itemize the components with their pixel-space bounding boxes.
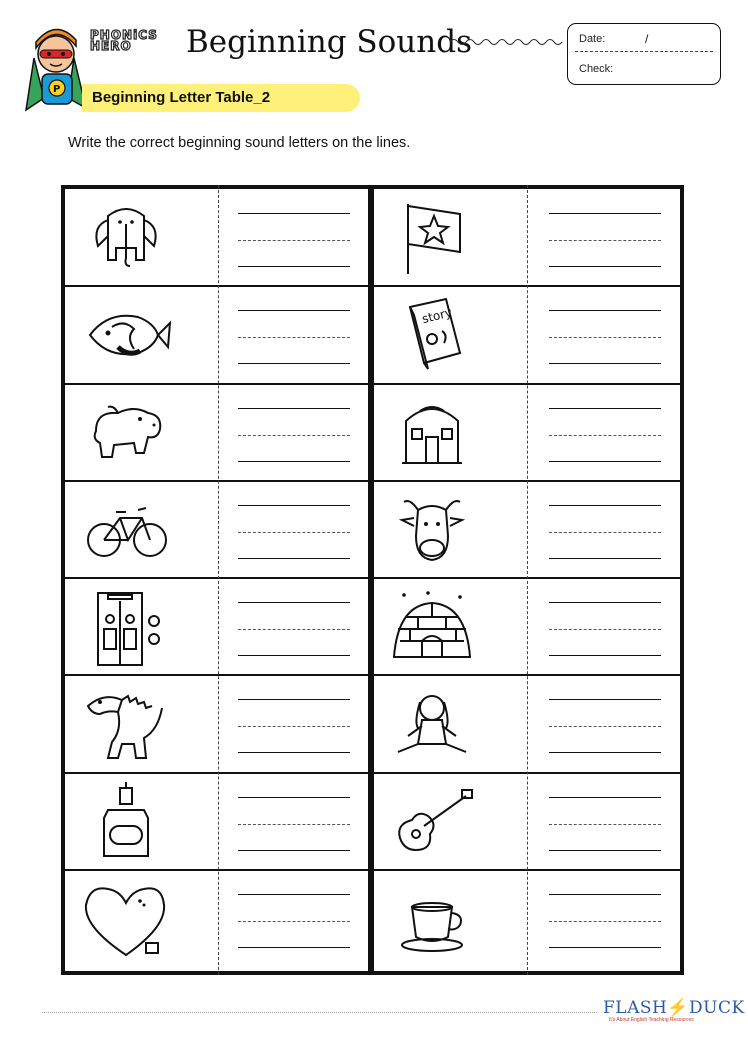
elephant-icon xyxy=(78,196,174,280)
writing-mid-line xyxy=(238,435,350,436)
writing-lines[interactable] xyxy=(238,602,350,658)
writing-mid-line xyxy=(238,337,350,338)
writing-lines[interactable] xyxy=(238,310,350,366)
writing-mid-line xyxy=(238,921,350,922)
cow-icon xyxy=(384,488,480,572)
writing-top-line xyxy=(549,310,661,311)
writing-mid-line xyxy=(238,824,350,825)
writing-lines[interactable] xyxy=(238,408,350,464)
writing-mid-line xyxy=(238,629,350,630)
writing-base-line xyxy=(549,752,661,753)
writing-lines[interactable] xyxy=(549,602,661,658)
writing-top-line xyxy=(238,213,350,214)
writing-mid-line xyxy=(549,921,661,922)
table-center-divider xyxy=(368,185,374,975)
writing-base-line xyxy=(238,752,350,753)
bicycle-icon xyxy=(78,488,174,572)
row-divider xyxy=(61,480,684,482)
writing-top-line xyxy=(238,505,350,506)
heart-icon xyxy=(78,877,174,961)
check-label: Check: xyxy=(579,63,614,75)
column-dashed-divider xyxy=(527,185,528,975)
writing-top-line xyxy=(549,797,661,798)
writing-lines[interactable] xyxy=(238,797,350,853)
writing-lines[interactable] xyxy=(549,894,661,950)
instruction-text: Write the correct beginning sound letters on the lines. xyxy=(68,135,411,151)
writing-lines[interactable] xyxy=(549,505,661,561)
writing-base-line xyxy=(238,558,350,559)
storybook-icon xyxy=(384,293,480,377)
writing-lines[interactable] xyxy=(549,699,661,755)
row-divider xyxy=(61,772,684,774)
writing-mid-line xyxy=(549,629,661,630)
writing-mid-line xyxy=(549,824,661,825)
flag-icon xyxy=(384,196,480,280)
row-divider xyxy=(61,285,684,287)
writing-base-line xyxy=(549,655,661,656)
column-dashed-divider xyxy=(218,185,219,975)
writing-lines[interactable] xyxy=(549,408,661,464)
doll-icon xyxy=(384,682,480,766)
writing-top-line xyxy=(549,602,661,603)
brand-line-hero: HERO xyxy=(90,39,132,53)
writing-mid-line xyxy=(549,532,661,533)
writing-base-line xyxy=(238,850,350,851)
writing-base-line xyxy=(549,558,661,559)
writing-lines[interactable] xyxy=(549,310,661,366)
writing-base-line xyxy=(549,947,661,948)
writing-mid-line xyxy=(549,337,661,338)
writing-lines[interactable] xyxy=(238,213,350,269)
date-label: Date: xyxy=(579,33,606,45)
writing-base-line xyxy=(549,266,661,267)
writing-top-line xyxy=(549,699,661,700)
row-divider xyxy=(61,577,684,579)
writing-top-line xyxy=(238,310,350,311)
writing-lines[interactable] xyxy=(238,894,350,950)
hippo-icon xyxy=(78,391,174,475)
writing-top-line xyxy=(549,505,661,506)
writing-top-line xyxy=(238,408,350,409)
writing-top-line xyxy=(238,797,350,798)
writing-top-line xyxy=(549,408,661,409)
phonics-hero-mascot-icon xyxy=(24,18,88,114)
writing-base-line xyxy=(549,363,661,364)
wavy-line-decoration xyxy=(450,37,568,47)
writing-base-line xyxy=(549,850,661,851)
writing-mid-line xyxy=(549,240,661,241)
writing-lines[interactable] xyxy=(549,797,661,853)
row-divider xyxy=(61,869,684,871)
writing-mid-line xyxy=(238,532,350,533)
writing-mid-line xyxy=(549,435,661,436)
writing-base-line xyxy=(238,655,350,656)
date-slash: / xyxy=(645,32,649,46)
house-icon xyxy=(384,391,480,475)
svg-text:story: story xyxy=(420,305,454,327)
dinosaur-icon xyxy=(78,682,174,766)
brand-line-phonics: PHONiCS xyxy=(90,28,158,42)
fish-icon xyxy=(78,293,174,377)
writing-base-line xyxy=(549,461,661,462)
date-field-line[interactable] xyxy=(575,51,713,52)
logo-tagline: It's About English Teaching Resources xyxy=(609,1017,694,1023)
writing-lines[interactable] xyxy=(238,699,350,755)
row-divider xyxy=(61,674,684,676)
writing-base-line xyxy=(238,363,350,364)
writing-base-line xyxy=(238,461,350,462)
page-title: Beginning Sounds xyxy=(186,24,472,60)
writing-top-line xyxy=(549,213,661,214)
guitar-icon xyxy=(384,780,480,864)
svg-text:P: P xyxy=(53,84,61,95)
igloo-icon xyxy=(384,585,480,669)
writing-base-line xyxy=(238,266,350,267)
writing-top-line xyxy=(549,894,661,895)
writing-lines[interactable] xyxy=(549,213,661,269)
writing-top-line xyxy=(238,699,350,700)
glue-icon xyxy=(78,780,174,864)
writing-base-line xyxy=(238,947,350,948)
flashduck-logo: FLASH⚡DUCK xyxy=(603,998,745,1018)
writing-mid-line xyxy=(238,240,350,241)
row-divider xyxy=(61,383,684,385)
writing-mid-line xyxy=(238,726,350,727)
writing-top-line xyxy=(238,602,350,603)
elevator-icon xyxy=(78,585,174,669)
worksheet-subtitle: Beginning Letter Table_2 xyxy=(92,89,271,106)
teacup-icon xyxy=(384,877,480,961)
writing-mid-line xyxy=(549,726,661,727)
writing-lines[interactable] xyxy=(238,505,350,561)
footer-dotted-line xyxy=(42,1012,597,1013)
writing-top-line xyxy=(238,894,350,895)
brand-logo-text xyxy=(90,30,158,52)
